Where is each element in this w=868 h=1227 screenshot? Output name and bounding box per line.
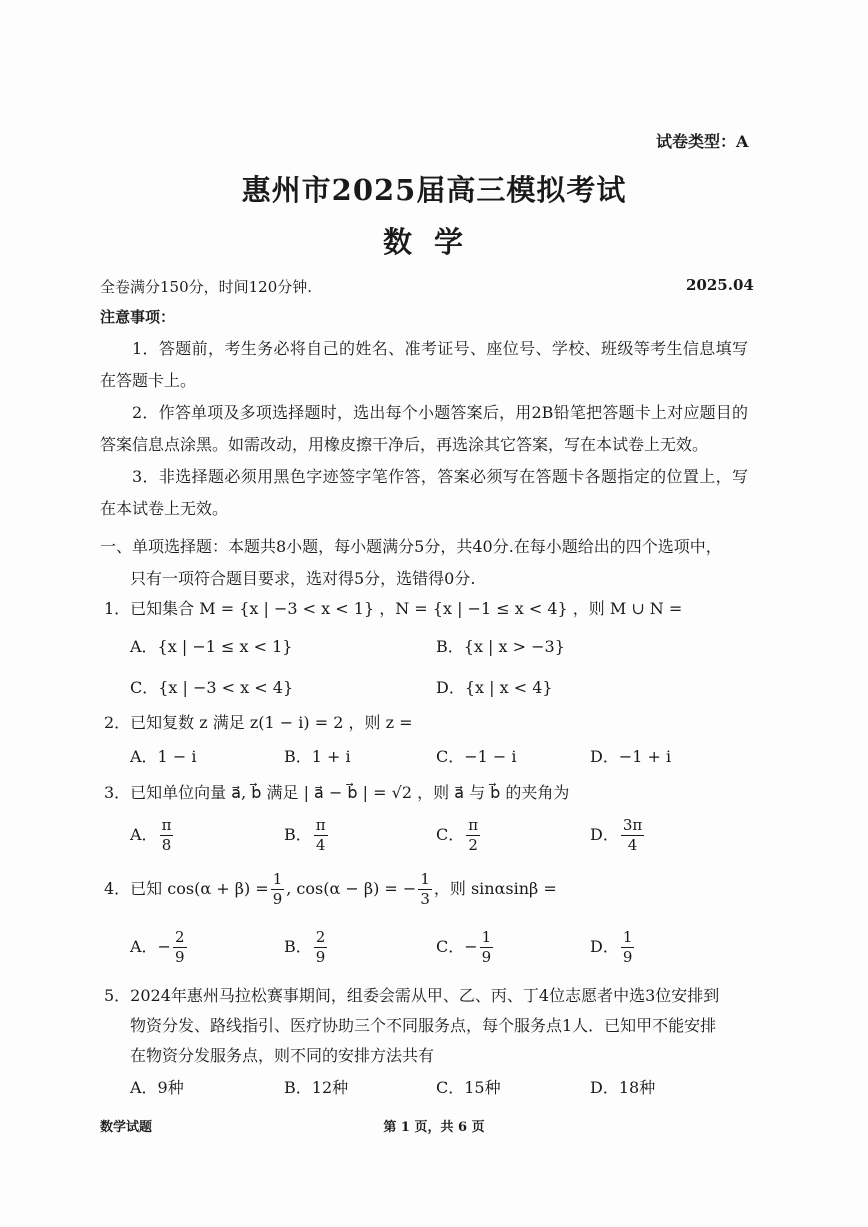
q5-option-b: B．12种 [284,1078,349,1097]
q2-stem: 2．已知复数 z 满足 z(1 − i) = 2 ，则 z = [104,713,413,732]
q3-b-den: 4 [315,836,326,854]
q3-d-fraction [621,818,644,853]
notes-heading: 注意事项： [100,308,176,326]
q3-c-num: π [468,816,479,834]
q3-c-den: 2 [468,836,478,854]
q3-b-label: B． [284,825,312,844]
q3-stem: 3．已知单位向量 a⃗, b⃗ 满足 | a⃗ − b⃗ | = √2 ，则 a⃗ 与 b⃗ 的夹角为 [104,783,570,802]
q4-f1-den: 9 [272,890,283,908]
q5-option-c: C．15种 [436,1078,501,1097]
q4-c-den: 9 [481,948,492,966]
q4-a-fraction [173,930,187,965]
q4-b-label: B． [284,937,312,956]
section-1-line-2: 只有一项符合题目要求，选对得5分，选错得0分. [130,569,476,588]
q3-option-d [590,818,646,853]
q2-option-c: C．−1 − i [436,747,517,766]
q5-option-d: D．18种 [590,1078,656,1097]
q1-stem: 1．已知集合 M = {x | −3 < x < 1} ，N = {x | −1 ≤ x < 4} ，则 M ∪ N = [104,599,683,618]
q4-stem-mid: , cos(α − β) = − [286,879,417,898]
q4-a-num: 2 [174,928,185,946]
exam-info: 全卷满分150分，时间120分钟. [100,278,313,296]
q4-fraction-2 [418,872,432,907]
q4-f2-den: 3 [420,890,430,908]
q4-fraction-1 [271,872,285,907]
q3-b-fraction [314,818,328,853]
q4-c-label: C．− [436,937,478,956]
q3-a-den: 8 [161,836,172,854]
q1-option-b: B．{x | x > −3} [436,637,565,656]
q4-stem-pre: 4．已知 cos(α + β) = [104,879,269,898]
section-1-heading [100,531,760,595]
q4-b-den: 9 [315,948,326,966]
q3-option-b [284,818,330,853]
q4-d-fraction [621,930,635,965]
q5-option-a: A．9种 [130,1078,184,1097]
q3-d-num: 3π [622,816,643,834]
q4-d-den: 9 [622,948,633,966]
q3-a-label: A． [130,825,158,844]
q5-stem-line-1: 5．2024年惠州马拉松赛事期间，组委会需从甲、乙、丙、丁4位志愿者中选3位安排到 [104,986,720,1005]
q4-stem [104,872,557,907]
q5-stem-line-3: 在物资分发服务点，则不同的安排方法共有 [130,1046,435,1065]
q1-option-a: A．{x | −1 ≤ x < 1} [130,637,293,656]
q5-stem-line-2: 物资分发、路线指引、医疗协助三个不同服务点，每个服务点1人．已知甲不能安排 [130,1016,717,1035]
q3-d-den: 4 [627,836,638,854]
q3-c-fraction [466,818,480,853]
q4-c-num: 1 [481,928,492,946]
q3-option-c [436,818,482,853]
section-1-line-1: 一、单项选择题：本题共8小题，每小题满分5分，共40分.在每小题给出的四个选项中， [100,537,722,556]
q3-a-num: π [161,816,172,834]
note-3: 3．非选择题必须用黑色字迹签字笔作答，答案必须写在答题卡各题指定的位置上，写在本试卷上无效。 [100,467,748,518]
exam-date: 2025.04 [686,276,754,294]
q3-a-fraction [160,818,174,853]
q4-c-fraction [480,930,494,965]
q3-c-label: C． [436,825,465,844]
q4-f1-num: 1 [272,870,283,888]
footer-subject: 数学试题 [100,1120,153,1135]
footer-page-number: 第 1 页，共 6 页 [383,1120,485,1135]
q1-option-c: C．{x | −3 < x < 4} [130,678,294,697]
q4-option-d [590,930,636,965]
q4-d-label: D． [590,937,619,956]
q4-a-label: A．− [130,937,171,956]
q4-option-b [284,930,329,965]
exam-title: 惠州市2025届高三模拟考试 [241,173,627,207]
q1-option-d: D．{x | x < 4} [436,678,553,697]
q2-option-d: D．−1 + i [590,747,672,766]
q4-option-a [130,930,189,965]
q3-d-label: D． [590,825,619,844]
q2-option-a: A．1 − i [130,747,197,766]
q3-option-a [130,818,175,853]
q2-option-b: B．1 + i [284,747,351,766]
q4-f2-num: 1 [420,870,430,888]
paper-type: 试卷类型：A [656,132,749,151]
q4-b-num: 2 [315,928,326,946]
q3-b-num: π [315,816,326,834]
note-1: 1．答题前，考生务必将自己的姓名、准考证号、座位号、学校、班级等考生信息填写在答题卡上。 [100,339,748,390]
q4-d-num: 1 [622,928,633,946]
q4-stem-post: ，则 sinαsinβ = [433,879,557,898]
note-2: 2．作答单项及多项选择题时，选出每个小题答案后，用2B铅笔把答题卡上对应题目的答案信息点涂黑。如需改动，用橡皮擦干净后，再选涂其它答案，写在本试卷上无效。 [100,403,748,454]
subject-title: 数学 [382,225,485,259]
q4-b-fraction [314,930,328,965]
q4-a-den: 9 [174,948,185,966]
q4-option-c [436,930,495,965]
